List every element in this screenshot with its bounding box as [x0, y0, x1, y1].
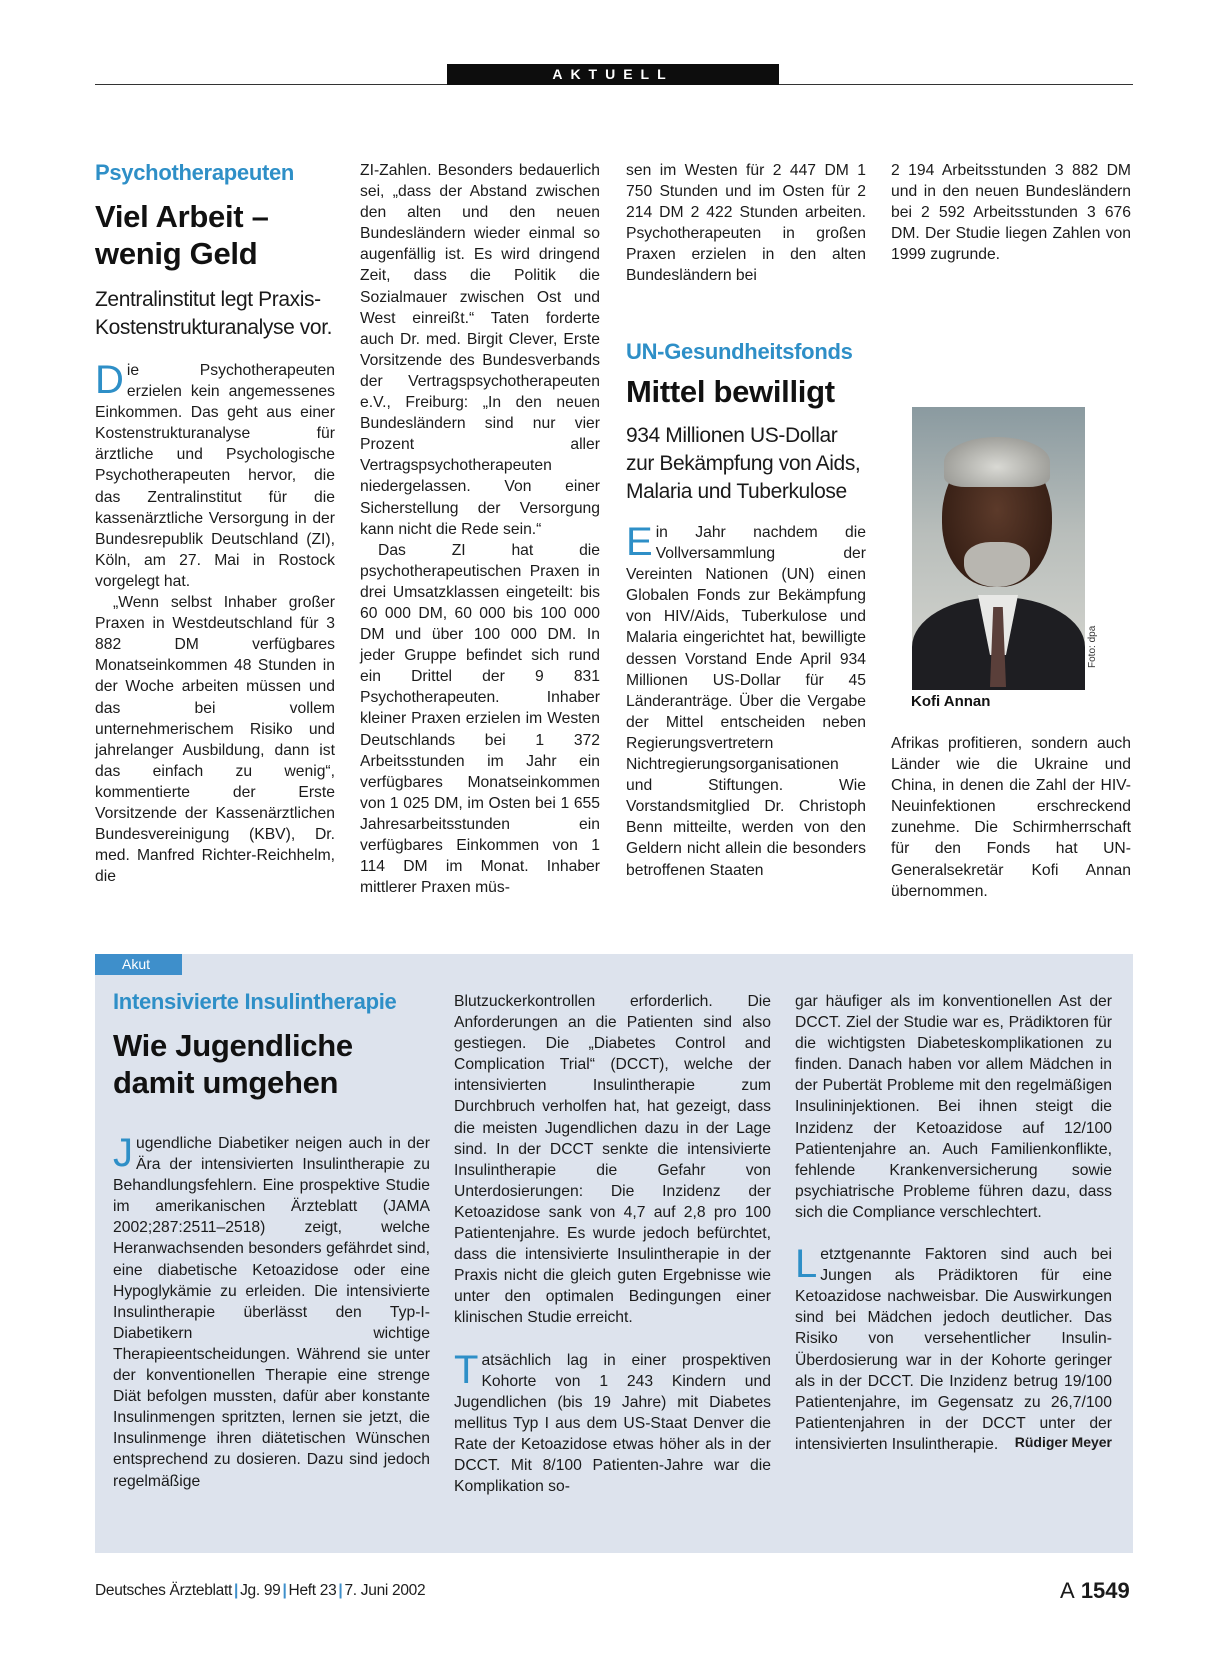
- journal-name: Deutsches Ärzteblatt: [95, 1582, 233, 1599]
- article3-col1-text: [113, 1133, 430, 1492]
- article1-col3: [626, 160, 866, 287]
- article3-kicker: Intensivierte Insulintherapie: [113, 989, 397, 1014]
- article2-title: Mittel bewilligt: [626, 374, 835, 409]
- paragraph: Blutzuckerkontrollen erforderlich. Die Anforderungen an die Patienten sind also gestiegen. Die „Diabetes Control and Complication Trial“ (DCCT), welche der intensivierten Insulintherapie zum Durchbruch verholfen hat, hat gezeigt, dass die meisten Jugendlichen dazu in der Lage sind. In der DCCT senkte die intensivierte Insulintherapie die Gefahr von Unterdosierungen: Die Inzidenz der Ketoazidose sank von 4,7 auf 2,8 pro 100 Patientenjahre. Es wurde jedoch befürchtet, dass die intensivierte Insulintherapie in der Praxis nicht die gleich guten Ergebnisse wie unter den optimalen Bedingungen einer klinischen Studie erreicht.: [454, 993, 771, 1327]
- paragraph: ie Psychotherapeuten erzielen kein angemessenes Einkommen. Das geht aus einer Kostenstrukturanalyse für ärztliche und Psychologische Psychotherapeuten hervor, die das Zentralinstitut für die kassenärztliche Versorgung in der Bundesrepublik Deutschland (ZI), Köln, am 27. Mai in Rostock vorgelegt hat.: [95, 362, 335, 590]
- paragraph: etztgenannte Faktoren sind auch bei Jungen als Prädiktoren für eine Ketoazidose nachweisbar. Die Auswirkungen sind bei Mädchen jedoch deutlicher. Das Risiko von versehentlicher Insulin-Überdosierung war in der Kohorte geringer als in der DCCT. Die Inzidenz betrug 19/100 Patientenjahre, im Gegensatz zu 26,7/100 Patientenjahren in der DCCT unter der intensivierten Insulintherapie.: [795, 1246, 1112, 1453]
- dropcap: E: [626, 520, 653, 564]
- article3-col2: [454, 991, 771, 1497]
- article3-title: [113, 1027, 430, 1101]
- article1-col4: [891, 160, 1131, 265]
- paragraph: „Wenn selbst Inhaber großer Praxen in Westdeutschland für 3 882 DM verfügbares Monatseinkommen 48 Stunden in der Woche arbeiten müssen und das bei vollem unternehmerischem Risiko und jahrelanger Ausbildung, dann ist das einfach zu wenig“, kommentierte der Erste Vorsitzende der Kassenärztlichen Bundesvereinigung (KBV), Dr. med. Manfred Richter-Reichhelm, die: [95, 594, 335, 886]
- article3-title-line2: damit umgehen: [113, 1065, 339, 1100]
- article1-col1-text: [95, 360, 335, 887]
- article2-text: [626, 522, 866, 881]
- article3-title-line1: Wie Jugendliche: [113, 1028, 353, 1063]
- paragraph: atsächlich lag in einer prospektiven Kohorte von 1 243 Kindern und Jugendlichen (bis 19 Jahre) mit Diabetes mellitus Typ I aus dem US-Staat Denver die Rate der Ketoazidose etwas höher als in der DCCT. Mit 8/100 Patienten-Jahre war die Komplikation so-: [454, 1351, 771, 1496]
- photo-caption: Kofi Annan: [911, 693, 991, 710]
- page-value: 1549: [1080, 1578, 1130, 1603]
- footer: Deutsches Ärzteblatt | Jg. 99 | Heft 23 | 7. Juni 2002: [95, 1582, 426, 1599]
- page-prefix: A: [1060, 1578, 1075, 1603]
- article1-kicker: Psychotherapeuten: [95, 160, 295, 185]
- article3-col3: [795, 991, 1112, 1455]
- volume: Jg. 99: [240, 1582, 281, 1599]
- dropcap: J: [113, 1131, 133, 1175]
- dropcap: D: [95, 358, 124, 402]
- article2-col4: [891, 733, 1131, 902]
- author: Rüdiger Meyer: [1014, 1433, 1112, 1450]
- date: 7. Juni 2002: [344, 1582, 426, 1599]
- article2-col3: [626, 339, 866, 881]
- article1-title-line2: wenig Geld: [95, 236, 258, 271]
- article1-title-line1: Viel Arbeit –: [95, 199, 269, 234]
- article2-kicker: UN-Gesundheitsfonds: [626, 339, 853, 364]
- paragraph: in Jahr nachdem die Vollversammlung der Vereinten Nationen (UN) einen Globalen Fonds zur Bekämpfung von HIV/Aids, Tuberkulose und Malaria eingerichtet hat, bewilligte dessen Vorstand Ende April 934 Millionen US-Dollar für 45 Länderanträge. Über die Vergabe der Mittel entscheiden neben Regierungsvertretern Nichtregierungsorganisationen und Stiftungen. Wie Vorstandsmitglied Dr. Christoph Benn mitteilte, werden von den Geldern nicht allein die besonders betroffenen Staaten: [626, 524, 866, 879]
- portrait-photo: [912, 407, 1085, 690]
- article1-col2: [360, 160, 600, 898]
- article3-col1: [113, 989, 430, 1492]
- dropcap: L: [795, 1242, 818, 1287]
- page-number: [1060, 1578, 1130, 1604]
- paragraph: Das ZI hat die psychotherapeutischen Praxen in drei Umsatzklassen eingeteilt: bis 60 000 DM, 60 000 bis 100 000 DM und über 100 000 DM. In jeder Gruppe befindet sich rund ein Drittel der 9 831 Psychotherapeuten. Inhaber kleiner Praxen erzielen im Westen Deutschlands bei 1 372 Arbeitsstunden im Jahr ein verfügbares Monatseinkommen von 1 025 DM, im Osten bei 1 655 Jahresarbeitsstunden ein verfügbares Einkommen von 1 114 DM im Monat. Inhaber mittlerer Praxen müs-: [360, 541, 600, 897]
- article2-subtitle: 934 Millionen US-Dollar zur Bekämpfung von Aids, Malaria und Tuberkulose: [626, 424, 861, 503]
- paragraph: Afrikas profitieren, sondern auch Länder wie die Ukraine und China, in denen die Zahl der HIV-Neuinfektionen erschreckend zunehme. Die Schirmherrschaft für den Fonds hat UN-Generalsekretär Kofi Annan übernommen.: [891, 735, 1131, 900]
- article1-subtitle: Zentralinstitut legt Praxis-Kostenstrukturanalyse vor.: [95, 288, 333, 339]
- photo-credit: Foto: dpa: [1087, 625, 1098, 668]
- article1-col1: [95, 160, 335, 887]
- paragraph: sen im Westen für 2 447 DM 1 750 Stunden und im Osten für 2 214 DM 2 422 Stunden arbeiten. Psychotherapeuten in großen Praxen erzielen in den alten Bundesländern bei: [626, 162, 866, 285]
- paragraph: ugendliche Diabetiker neigen auch in der Ära der intensivierten Insulintherapie zu Behandlungsfehlern. Eine prospektive Studie im amerikanischen Ärzteblatt (JAMA 2002;287:2511–2518) zeigt, welche Heranwachsenden besonders gefährdet sind, eine diabetische Ketoazidose oder eine Hypoglykämie zu erleiden. Die intensivierte Insulintherapie überlässt den Typ-I-Diabetikern wichtige Therapieentscheidungen. Während sie unter der konventionellen Therapie eine strenge Diät befolgen mussten, dafür aber konstante Insulinmengen spritzten, lernen sie jetzt, die Insulinmenge ihren diätetischen Wünschen entsprechend zu dosieren. Dazu sind jedoch regelmäßige: [113, 1135, 430, 1490]
- article1-title: [95, 198, 335, 272]
- issue: Heft 23: [288, 1582, 337, 1599]
- section-label: AKTUELL: [447, 64, 779, 85]
- paragraph: gar häufiger als im konventionellen Ast der DCCT. Ziel der Studie war es, Prädiktoren für die wichtigsten Diabeteskomplikationen zu finden. Danach haben vor allem Mädchen in der Pubertät Probleme mit den regelmäßigen Insulininjektionen. Bei ihnen steigt die Inzidenz der Ketoazidose auf 12/100 Patientenjahre an. Auch Familienkonflikte, fehlende Krankenversicherung sowie psychiatrische Probleme führen dazu, dass sich die Compliance verschlechtert.: [795, 993, 1112, 1221]
- paragraph: 2 194 Arbeitsstunden 3 882 DM und in den neuen Bundesländern bei 2 592 Arbeitsstunden 3 676 DM. Der Studie liegen Zahlen von 1999 zugrunde.: [891, 162, 1131, 264]
- paragraph: ZI-Zahlen. Besonders bedauerlich sei, „dass der Abstand zwischen den alten und den neuen Bundesländern wieder einmal so augenfällig ist. Es wird dringend Zeit, dass die Politik die Sozialmauer zwischen Ost und West einreißt.“ Taten forderte auch Dr. med. Birgit Clever, Erste Vorsitzende des Bundesverbands der Vertragspsychotherapeuten e.V., Freiburg: „In den neuen Bundesländern sind nur vier Prozent aller Vertragspsychotherapeuten niedergelassen. Von einer Sicherstellung der Versorgung kann nicht die Rede sein.“: [360, 162, 600, 538]
- dropcap: T: [454, 1347, 479, 1392]
- box-label: Akut: [95, 954, 182, 975]
